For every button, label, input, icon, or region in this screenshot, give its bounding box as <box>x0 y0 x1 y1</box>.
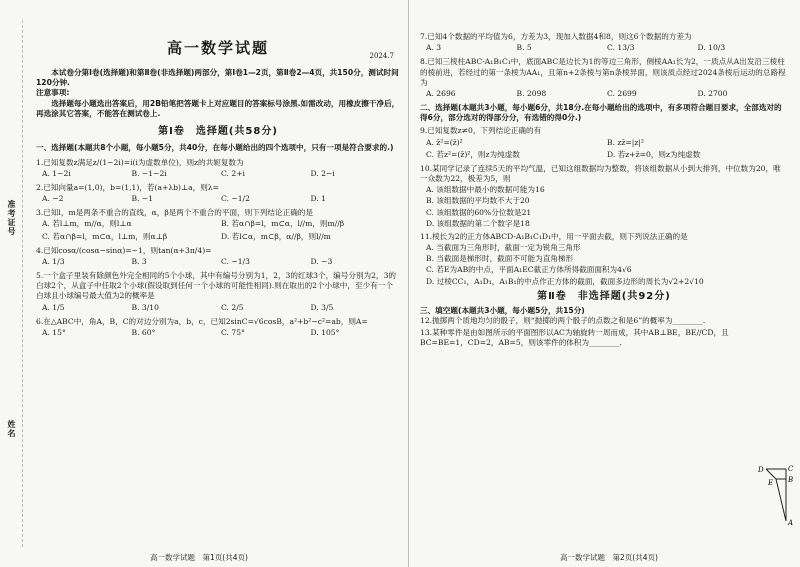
question-2-options <box>42 194 400 204</box>
name-label: 姓名 <box>7 420 16 438</box>
notice-text: 选择题每小题选出答案后，用2B铅笔把答题卡上对应题目的答案标号涂黑.如需改动，用橡皮擦干净后，再选涂其它答案，不能答在测试卷上. <box>36 98 400 118</box>
segment-de <box>766 469 776 479</box>
question-10: 10.某同学记录了连续5天的平均气温，已知这组数据均为整数，将该组数据从小到大排列，中位数为20，唯一众数为22，极差为5，则 <box>420 163 781 184</box>
option: B. 2098 <box>516 88 547 98</box>
notice-title: 注意事项: <box>36 88 70 98</box>
option: A. 15° <box>42 327 66 337</box>
page-1-footer: 高一数学试题 第1页(共4页) <box>150 553 248 562</box>
exam-date: 2024.7 <box>369 52 394 60</box>
question-7-options <box>426 43 788 53</box>
question-13: 13.某种零件是由如图所示的平面图形以AC为轴旋转一周而成，其中AB⊥BE，BE//CD，且BC=BE=1，CD=2，AB=5，则该零件的体积为________. <box>420 327 729 347</box>
option: C. 若E为AB的中点，平面A₁EC截正方体所得截面面积为4√6 <box>426 265 632 275</box>
option: B. 若α∩β=l，m⊂α，l//m，则m//β <box>221 219 345 229</box>
page-divider <box>408 0 409 567</box>
option: D. 若z+z̄=0，则z为纯虚数 <box>607 149 701 159</box>
question-6: 6.在△ABC中，角A，B，C的对边分别为a，b，c，已知2sinC=√6cosB，a²+b²−c²=ab，则A= <box>36 316 368 326</box>
question-2: 2.已知向量a=(1,0)，b=(1,1)，若(a+λb)⊥a，则λ= <box>36 182 220 192</box>
question-1-options <box>42 169 400 179</box>
section-2-title: 第Ⅱ卷 非选择题(共92分) <box>537 290 671 302</box>
point-e-label: E <box>768 479 774 487</box>
option: B. −1 <box>131 194 154 204</box>
part-1-header: 一、选择题(本题共8个小题，每小题5分，共40分，在每小题给出的四个选项中，只有一项是符合要求的.) <box>36 143 394 153</box>
intro-text: 本试卷分第Ⅰ卷(选择题)和第Ⅱ卷(非选择题)两部分，第Ⅰ卷1—2页，第Ⅱ卷2—4页，共150分，测试时间120分钟. <box>36 68 399 88</box>
binding-line <box>22 20 23 547</box>
option: C. 13/3 <box>607 43 635 53</box>
question-4-options <box>42 257 400 267</box>
option: B. zz̄=|z|² <box>607 137 644 147</box>
option: B. 3 <box>131 256 147 266</box>
question-4: 4.已知cosα/(cosα−sinα)=−1，则tan(α+3π/4)= <box>36 245 212 255</box>
question-1: 1.已知复数z满足z/(1−2i)=i(i为虚数单位)，则z的共轭复数为 <box>36 157 244 167</box>
question-11: 11.棱长为2的正方体ABCD-A₁B₁C₁D₁中，用一平面去截，则下列说法正确的是 <box>420 231 688 241</box>
option: D. 过棱CC₁，A₁D₁，A₁B₁的中点作正方体的截面，截面多边形的周长为√2+2√10 <box>426 276 704 286</box>
option: A. 当截面为三角形时，截面一定为锐角三角形 <box>426 243 581 253</box>
option: A. −2 <box>42 194 64 204</box>
question-5: 5.一个盒子里装有除颜色外完全相同的5个小球，其中有编号分别为1，2，3的红球3个，编号分别为2，3的白球2个，从盒子中任取2个小球(假设取到任何一个小球的可能性相同).则在取出的2个小球中，至少有一个白球且小球编号最大值为2的概率是 <box>36 271 396 301</box>
point-b-label: B <box>788 476 794 484</box>
option: C. −1/2 <box>221 194 250 204</box>
option: A. 该组数据中最小的数据可能为16 <box>426 185 545 195</box>
option: D. 若l⊂α，m⊂β，α//β，则l//m <box>221 231 331 241</box>
option: B. 5 <box>516 43 532 53</box>
question-8-options <box>426 89 788 99</box>
point-d-label: D <box>758 466 764 474</box>
question-11-options <box>420 243 788 287</box>
option: D. 2−i <box>310 168 335 178</box>
exam-number-label: 准考证号 <box>7 200 16 236</box>
question-8: 8.已知三棱柱ABC-A₁B₁C₁中，底面ABC是边长为1的等边三角形，侧棱AA₁长为2，一质点从A出发沿三棱柱的棱前进，若经过的第一条棱为AA₁，且第n+2条棱与第n条棱异面，则该质点经过2024条棱后运动的总路程为 <box>420 57 786 87</box>
option: D. −3 <box>310 256 333 266</box>
question-3-options <box>42 219 400 241</box>
question-3: 3.已知l，m是两条不重合的直线，α，β是两个不重合的平面，则下列结论正确的是 <box>36 208 313 218</box>
option: D. 3/5 <box>310 302 334 312</box>
option: D. 1 <box>310 194 326 204</box>
point-c-label: C <box>788 465 794 473</box>
question-13-figure <box>756 463 796 527</box>
option: A. 2696 <box>426 88 456 98</box>
part-2-header: 二、选择题(本题共3小题，每小题6分，共18分.在每小题给出的选项中，有多项符合题目要求，全部选对的得6分，部分选对的得部分分，有选错的得0分.) <box>420 103 782 123</box>
option: B. 当截面是梯形时，截面不可能为直角梯形 <box>426 254 574 264</box>
option: B. 60° <box>131 327 156 337</box>
page-2-footer: 高一数学试题 第2页(共4页) <box>560 553 658 562</box>
question-9: 9.已知复数z≠0，下列结论正确的有 <box>420 126 542 136</box>
option: D. 2700 <box>697 88 728 98</box>
option: A. 1/5 <box>42 302 65 312</box>
option: C. 若α∩β=l，m⊂α，l⊥m，则α⊥β <box>42 231 168 241</box>
option: C. 该组数据的60%分位数是21 <box>426 207 532 217</box>
option: D. 该组数据的第二个数字是18 <box>426 218 530 228</box>
option: C. 2+i <box>221 168 245 178</box>
question-12: 12.抛掷两个质地均匀的骰子，则“抛掷的两个骰子的点数之和是6”的概率为________. <box>420 316 706 326</box>
option: C. 2/5 <box>221 302 244 312</box>
option: D. 105° <box>310 327 340 337</box>
option: C. −1/3 <box>221 256 250 266</box>
part-3-header: 三、填空题(本题共3小题，每小题5分，共15分) <box>420 306 585 316</box>
option: A. 3 <box>426 43 442 53</box>
question-9-options <box>426 138 788 160</box>
option: A. 1−2i <box>42 168 71 178</box>
option: C. 2699 <box>607 88 637 98</box>
section-1-title: 第Ⅰ卷 选择题(共58分) <box>158 125 278 137</box>
option: A. 若l⊥m，m//α，则l⊥α <box>42 219 132 229</box>
option: A. 1/3 <box>42 256 65 266</box>
exam-title: 高一数学试题 <box>166 39 269 57</box>
option: B. −1−2i <box>131 168 167 178</box>
point-a-label: A <box>788 519 794 527</box>
option: B. 3/10 <box>131 302 159 312</box>
question-5-options <box>42 303 400 313</box>
question-6-options <box>42 328 400 338</box>
option: A. z̄²=(z̄)² <box>426 137 463 147</box>
question-10-options <box>420 185 788 229</box>
question-7: 7.已知4个数据的平均值为6，方差为3，现加入数据4和8，则这6个数据的方差为 <box>420 32 692 41</box>
option: C. 若z²=(z̄)²，则z为纯虚数 <box>426 149 520 159</box>
option: B. 该组数据的平均数不大于20 <box>426 196 530 206</box>
option: C. 75° <box>221 327 245 337</box>
segment-ea <box>776 479 786 521</box>
page-2 <box>420 32 788 349</box>
option: D. 10/3 <box>697 43 726 53</box>
page-1 <box>36 0 400 342</box>
